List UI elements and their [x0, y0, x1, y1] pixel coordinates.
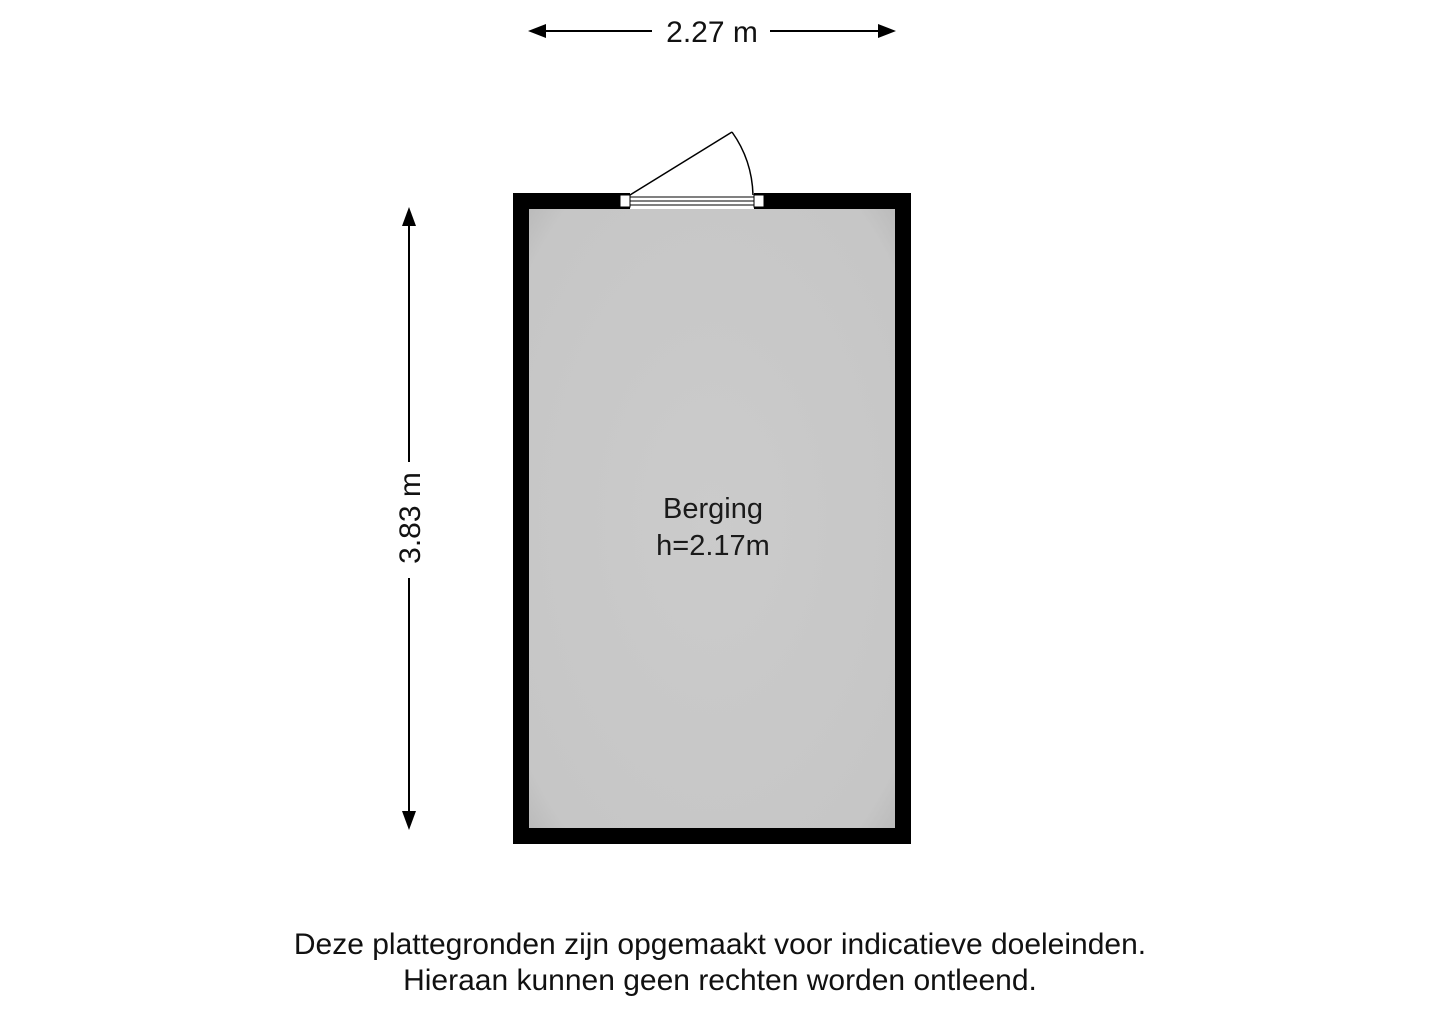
door-leaf	[630, 132, 732, 195]
arrow-up-icon	[402, 207, 416, 226]
arrow-left-icon	[528, 24, 546, 38]
arrow-down-icon	[402, 811, 416, 830]
room-name: Berging	[663, 493, 763, 525]
width-dimension	[528, 16, 896, 49]
disclaimer-line-1: Deze plattegronden zijn opgemaakt voor indicatieve doeleinden.	[293, 928, 1147, 961]
arrow-right-icon	[878, 24, 896, 38]
room-height: h=2.17m	[656, 530, 770, 562]
door-swing-arc	[732, 132, 753, 195]
door	[620, 132, 764, 209]
width-label: 2.27 m	[666, 16, 758, 49]
depth-label: 3.83 m	[394, 472, 427, 564]
depth-dimension	[394, 207, 427, 830]
disclaimer-line-2: Hieraan kunnen geen rechten worden ontleend.	[403, 964, 1037, 997]
